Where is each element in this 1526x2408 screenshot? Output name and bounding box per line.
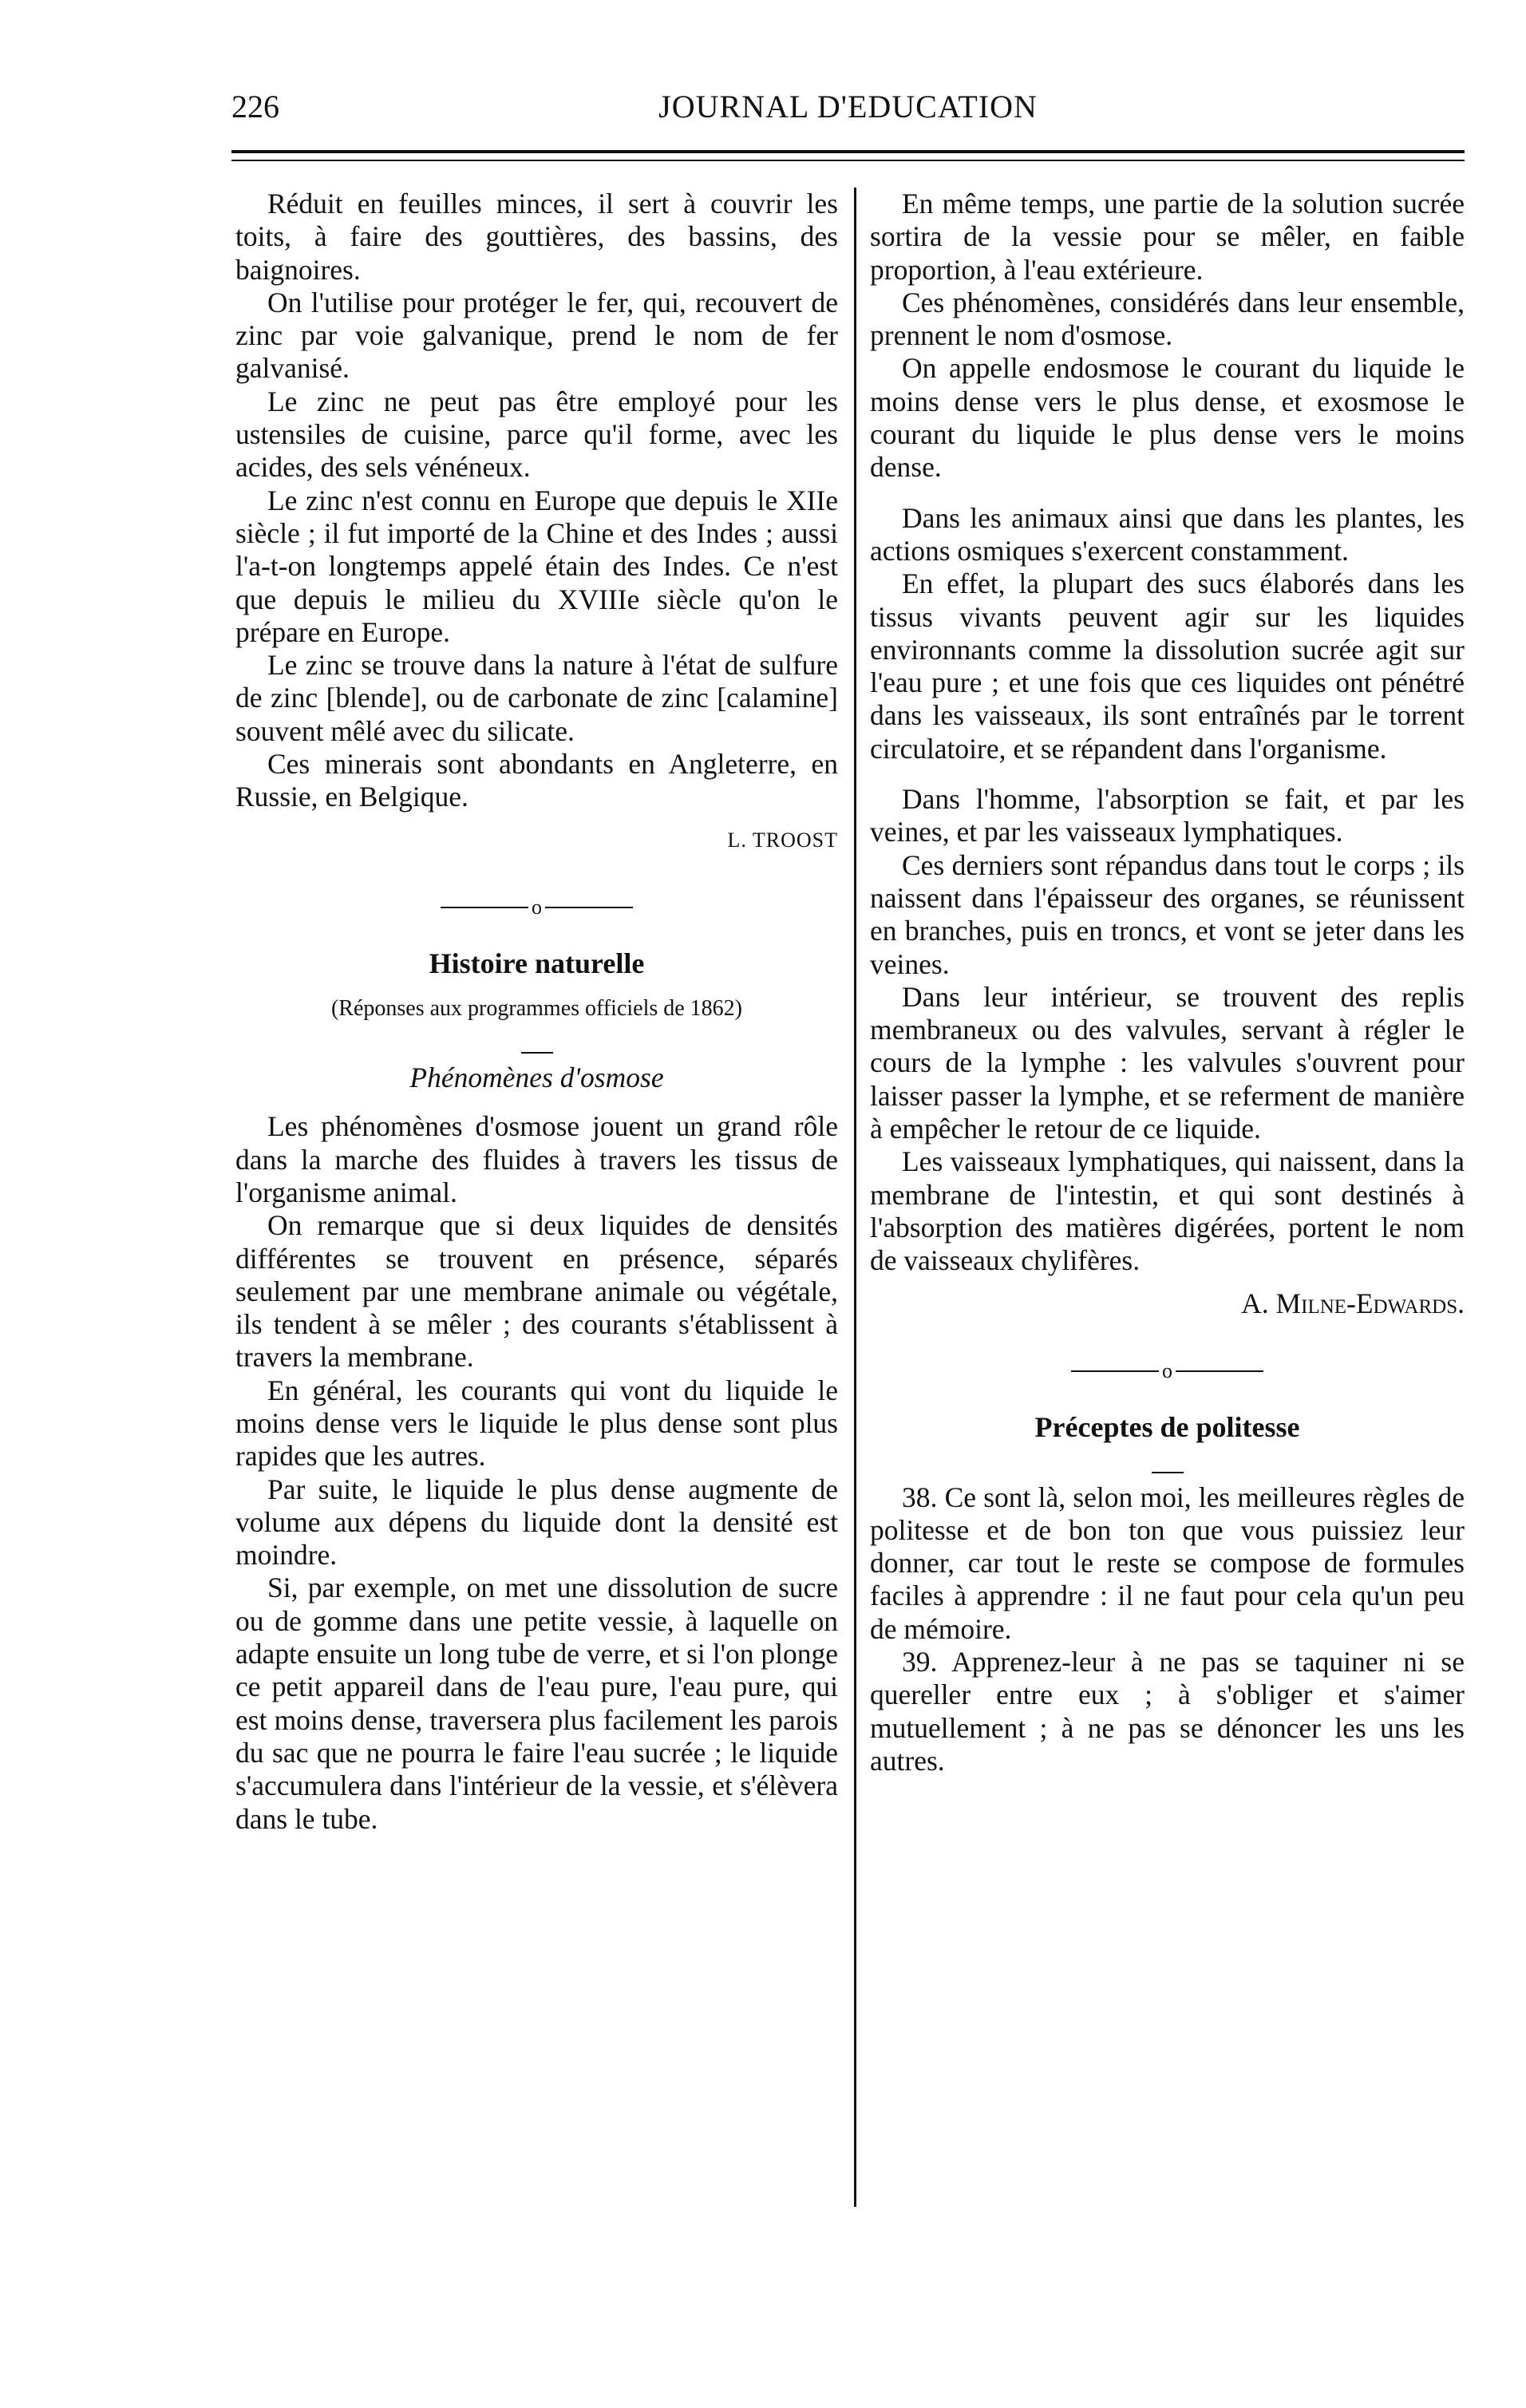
author-signature-milne-edwards: A. Milne-Edwards. [1241,1287,1465,1319]
section-separator [870,1352,1465,1388]
osmose-paragraph: Si, par exemple, on met une dissolution de sucre ou de gomme dans une petite vessie, à laquelle on adapte ensuite un long tube de verre, et si l'on plonge ce petit appareil dans de l'eau pure, l'eau pure, qui est moins dense, traversera plus facilement les parois du sac que ne pourra le faire l'eau sucrée ; le liquide s'accumulera dans l'intérieur de la vessie, et s'élèvera dans le tube. [235,1572,838,1835]
header-rule-thin [231,160,1465,161]
column-divider [854,188,856,2207]
page-number: 226 [231,89,279,125]
zinc-paragraph: Le zinc ne peut pas être employé pour les ustensiles de cuisine, parce qu'il forme, avec les acides, des sels vénéneux. [235,385,838,484]
header-rule-thick [231,150,1465,153]
osmose-paragraph: Dans leur intérieur, se trouvent des replis membraneux ou des valvules, servant à régler le cours de la lymphe : les valvules s'ouvrent pour laisser passer la lymphe, et se referment de manière à empêcher le retour de ce liquide. [870,980,1465,1145]
osmose-paragraph: Par suite, le liquide le plus dense augmente de volume aux dépens du liquide dont la densité est moindre. [235,1473,838,1572]
osmose-paragraph: En général, les courants qui vont du liquide le moins dense vers le liquide le plus dense sont plus rapides que les autres. [235,1374,838,1473]
politesse-paragraph: 39. Apprenez-leur à ne pas se taquiner ni se quereller entre eux ; à s'obliger et s'aimer mutuellement ; à ne pas se dénoncer les uns les autres. [870,1646,1465,1777]
osmose-paragraph: Ces phénomènes, considérés dans leur ensemble, prennent le nom d'osmose. [870,286,1465,352]
section-subtitle: (Réponses aux programmes officiels de 1862) [330,995,743,1021]
zinc-paragraph: Le zinc se trouve dans la nature à l'état de sulfure de zinc [blende], ou de carbonate de zinc [calamine] souvent mêlé avec du silicate. [235,649,838,747]
zinc-paragraph: Réduit en feuilles minces, il sert à couvrir les toits, à faire des gouttières, des bassins, des baignoires. [235,188,838,286]
subheading-osmose: Phénomènes d'osmose [409,1062,664,1094]
osmose-paragraph: Dans les animaux ainsi que dans les plantes, les actions osmiques s'exercent constamment. [870,501,1465,567]
separator-mark: o [532,896,542,919]
short-rule [235,1036,838,1054]
osmose-paragraph: Les phénomènes d'osmose jouent un grand rôle dans la marche des fluides à travers les tissus de l'organisme animal. [235,1110,838,1208]
zinc-paragraph: On l'utilise pour protéger le fer, qui, recouvert de zinc par voie galvanique, prend le nom de fer galvanisé. [235,286,838,385]
short-rule [870,1456,1465,1473]
author-signature-troost: L. TROOST [727,828,838,852]
osmose-paragraph: Dans l'homme, l'absorption se fait, et par les veines, et par les vaisseaux lymphatiques. [870,783,1465,848]
journal-title: JOURNAL D'EDUCATION [658,89,1038,125]
osmose-paragraph: Les vaisseaux lymphatiques, qui naissent, dans la membrane de l'intestin, et qui sont destinés à l'absorption des matières digérées, portent le nom de vaisseaux chylifères. [870,1145,1465,1277]
section-separator [235,888,838,924]
osmose-paragraph: En effet, la plupart des sucs élaborés dans les tissus vivants peuvent agir sur les liquides environnants comme la dissolution sucrée agit sur l'eau pure ; et une fois que ces liquides ont pénétré dans les vaisseaux, ils sont entraînés par le torrent circulatoire, et se répandent dans l'organisme. [870,567,1465,765]
left-column [235,188,838,1836]
right-column [870,188,1465,1777]
page-header [231,80,1465,136]
section-title-histoire-naturelle: Histoire naturelle [429,947,645,980]
politesse-paragraph: 38. Ce sont là, selon moi, les meilleures règles de politesse et de bon ton que vous puissiez leur donner, car tout le reste se compose de formules faciles à apprendre : il ne faut pour cela qu'un peu de mémoire. [870,1481,1465,1645]
osmose-paragraph: Ces derniers sont répandus dans tout le corps ; ils naissent dans l'épaisseur des organes, se réunissent en branches, puis en troncs, et vont se jeter dans les veines. [870,848,1465,980]
zinc-paragraph: Ces minerais sont abondants en Angleterre, en Russie, en Belgique. [235,748,838,813]
separator-mark: o [1162,1359,1172,1382]
osmose-paragraph: On appelle endosmose le courant du liquide le moins dense vers le plus dense, et exosmose le courant du liquide le plus dense vers le moins dense. [870,352,1465,484]
osmose-paragraph: On remarque que si deux liquides de densités différentes se trouvent en présence, séparés seulement par une membrane animale ou végétale, ils tendent à se mêler ; des courants s'établissent à travers la membrane. [235,1209,838,1374]
section-title-preceptes-politesse: Préceptes de politesse [1034,1411,1300,1444]
zinc-paragraph: Le zinc n'est connu en Europe que depuis le XIIe siècle ; il fut importé de la Chine et des Indes ; aussi l'a-t-on longtemps appelé étain des Indes. Ce n'est que depuis le milieu du XVIIIe siècle qu'on le prépare en Europe. [235,484,838,648]
osmose-paragraph: En même temps, une partie de la solution sucrée sortira de la vessie pour se mêler, en faible proportion, à l'eau extérieure. [870,188,1465,286]
